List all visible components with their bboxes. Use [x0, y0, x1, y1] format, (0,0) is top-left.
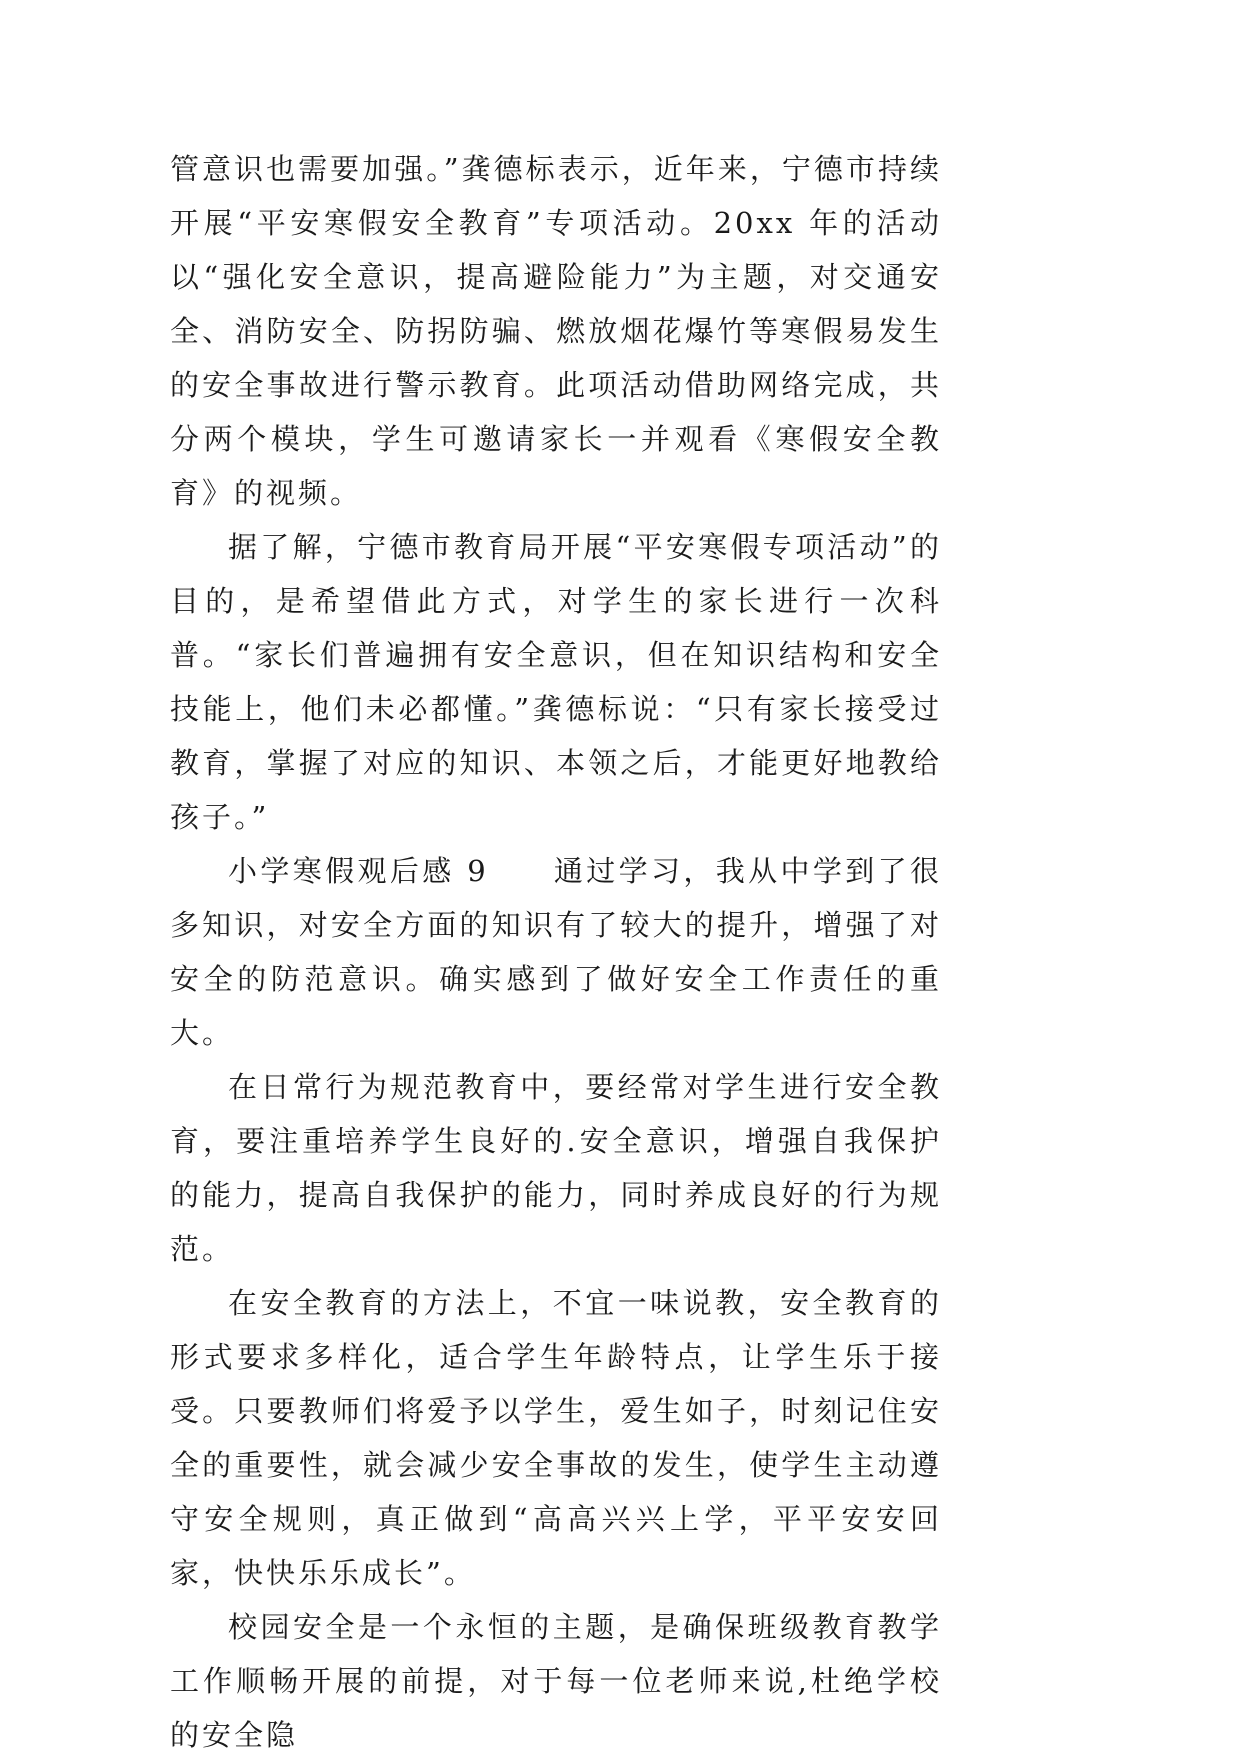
paragraph-education-methods: 在安全教育的方法上，不宜一味说教，安全教育的形式要求多样化，适合学生年龄特点，让学生乐于接受。只要教师们将爱予以学生，爱生如子，时刻记住安全的重要性，就会减少安全事故的发生，使学生主动遵守安全规则，真正做到“高高兴兴上学，平平安安回家，快快乐乐成长”。	[170, 1286, 942, 1590]
paragraph-campus-safety: 校园安全是一个永恒的主题，是确保班级教育教学工作顺畅开展的前提，对于每一位老师来说,杜绝学校的安全隐	[170, 1610, 942, 1752]
paragraph-parent-education: 据了解，宁德市教育局开展“平安寒假专项活动”的目的，是希望借此方式，对学生的家长进行一次科普。“家长们普遍拥有安全意识，但在知识结构和安全技能上，他们未必都懂。”龚德标说：“只有家长接受过教育，掌握了对应的知识、本领之后，才能更好地教给孩子。”	[170, 530, 942, 834]
paragraph-behavior-norms: 在日常行为规范教育中，要经常对学生进行安全教育，要注重培养学生良好的.安全意识，增强自我保护的能力，提高自我保护的能力，同时养成良好的行为规范。	[170, 1070, 942, 1266]
document-body	[170, 142, 942, 1762]
paragraph-continuation: 管意识也需要加强。”龚德标表示，近年来，宁德市持续开展“平安寒假安全教育”专项活动。20xx 年的活动以“强化安全意识，提高避险能力”为主题，对交通安全、消防安全、防拐防骗、燃放烟花爆竹等寒假易发生的安全事故进行警示教育。此项活动借助网络完成，共分两个模块，学生可邀请家长一并观看《寒假安全教育》的视频。	[170, 152, 942, 510]
paragraph-essay-9-intro: 小学寒假观后感 9 通过学习，我从中学到了很多知识，对安全方面的知识有了较大的提升，增强了对安全的防范意识。确实感到了做好安全工作责任的重大。	[170, 854, 942, 1050]
